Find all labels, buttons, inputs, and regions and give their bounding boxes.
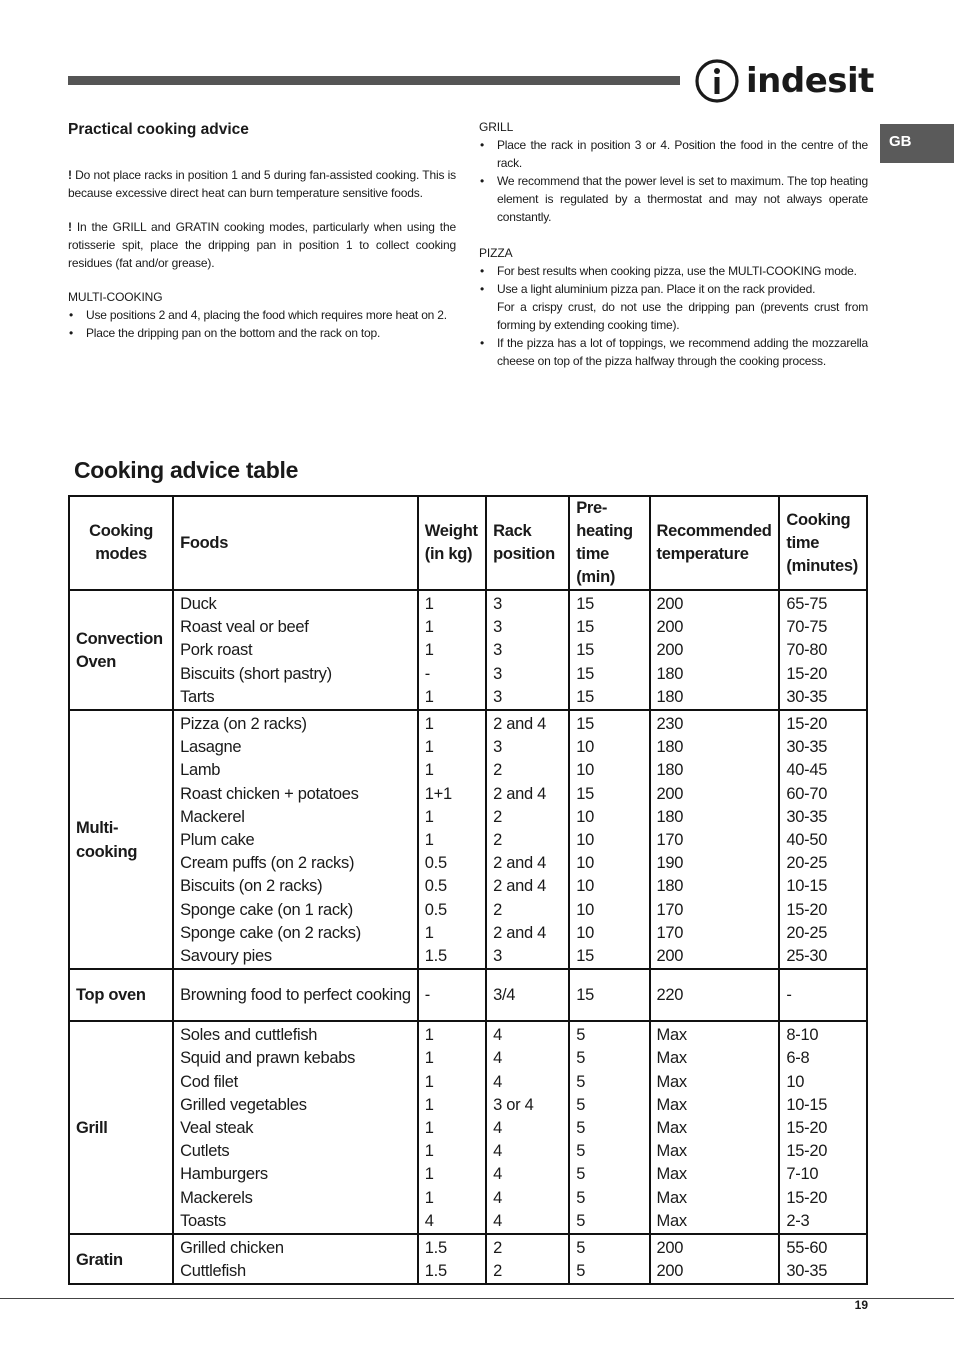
cell-line: 5 xyxy=(576,1026,586,1045)
cell-line: 70-80 xyxy=(786,641,828,660)
cell-line: Max xyxy=(656,1211,687,1230)
cell-line: 180 xyxy=(656,761,684,780)
language-tab: GB xyxy=(880,124,954,163)
cell-line: Squid and prawn kebabs xyxy=(180,1049,356,1068)
cooking-time-cell xyxy=(779,1234,867,1284)
right-column xyxy=(479,118,868,386)
rack-position-cell xyxy=(486,1021,569,1234)
cell-line: Pork roast xyxy=(180,641,253,660)
cooking-advice-table xyxy=(68,495,868,1285)
list-item: • Use positions 2 and 4, placing the food which requires more heat on 2. xyxy=(68,306,456,324)
cell-line: Sponge cake (on 1 rack) xyxy=(180,900,353,919)
cell-line: Grilled vegetables xyxy=(180,1095,307,1114)
cell-line: 200 xyxy=(656,947,684,966)
cell-line: 1 xyxy=(424,1095,434,1114)
cell-line: 15 xyxy=(576,687,594,706)
cell-line: 30-35 xyxy=(786,687,828,706)
cell-line: 70-75 xyxy=(786,618,828,637)
cell-line: Roast veal or beef xyxy=(180,618,309,637)
cell-line: 200 xyxy=(656,784,684,803)
warning-paragraph-2 xyxy=(68,218,456,272)
cell-line: 230 xyxy=(656,715,684,734)
list-item: • If the pizza has a lot of toppings, we recommend adding the mozzarella cheese on top of the pizza halfway through the cooking process. xyxy=(479,334,868,370)
cell-line: Roast chicken + potatoes xyxy=(180,784,359,803)
cell-line: Plum cake xyxy=(180,831,255,850)
temperature-cell xyxy=(650,710,780,969)
cell-line: 3 xyxy=(493,641,502,660)
preheating-time-cell xyxy=(569,710,649,969)
header-rack-position: Rack position xyxy=(486,496,569,590)
cell-line: 10 xyxy=(576,761,594,780)
table-row xyxy=(69,1234,867,1284)
cell-line: 2 xyxy=(493,761,502,780)
rack-position-cell xyxy=(486,1234,569,1284)
foods-cell xyxy=(173,969,418,1021)
cell-line: 200 xyxy=(656,595,684,613)
cell-line: 2 and 4 xyxy=(493,854,547,873)
cell-line: 15 xyxy=(576,664,594,683)
cell-line: 4 xyxy=(493,1211,502,1230)
cell-line: 170 xyxy=(656,923,684,942)
multi-cooking-title: MULTI-COOKING xyxy=(68,290,163,304)
cell-line: 15 xyxy=(576,947,594,966)
cell-line: 1 xyxy=(424,715,434,734)
list-item: • Place the dripping pan on the bottom and the rack on top. xyxy=(68,324,456,342)
cell-line: 220 xyxy=(656,985,684,1004)
table-row xyxy=(69,710,867,969)
cell-line: 7-10 xyxy=(786,1165,819,1184)
cell-line: 60-70 xyxy=(786,784,828,803)
left-column xyxy=(68,116,456,358)
list-item-text: Use a light aluminium pizza pan. Place it on the rack provided. xyxy=(497,282,816,296)
cell-line: 1 xyxy=(424,807,434,826)
preheating-time-cell xyxy=(569,1234,649,1284)
temperature-cell xyxy=(650,969,780,1021)
cell-line: 190 xyxy=(656,854,684,873)
cell-line: 15 xyxy=(576,715,594,734)
weight-cell xyxy=(418,710,486,969)
cell-line: 1 xyxy=(424,831,434,850)
cell-line: Mackerels xyxy=(180,1188,253,1207)
cell-line: 2 and 4 xyxy=(493,784,547,803)
cell-line: 15 xyxy=(576,784,594,803)
cell-line: 4 xyxy=(493,1072,502,1091)
cell-line: 10 xyxy=(576,923,594,942)
cell-line: 3 xyxy=(493,738,502,757)
cell-line: 1 xyxy=(424,618,434,637)
temperature-cell xyxy=(650,1021,780,1234)
cell-line: Max xyxy=(656,1188,687,1207)
weight-cell xyxy=(418,1234,486,1284)
indesit-logo xyxy=(694,56,874,106)
list-item xyxy=(479,280,868,334)
cell-line: Max xyxy=(656,1072,687,1091)
table-body xyxy=(69,590,867,1284)
foods-cell xyxy=(173,710,418,969)
cell-line: Max xyxy=(656,1095,687,1114)
weight-cell xyxy=(418,969,486,1021)
header-rule xyxy=(68,76,680,85)
warning-paragraph-1 xyxy=(68,166,456,202)
cell-line: 1 xyxy=(424,738,434,757)
cooking-time-cell xyxy=(779,969,867,1021)
cell-line: 180 xyxy=(656,664,684,683)
cell-line: 1 xyxy=(424,1049,434,1068)
cell-line: 5 xyxy=(576,1211,586,1230)
indesit-logo-mark-icon xyxy=(694,58,740,104)
cell-line: 1 xyxy=(424,1188,434,1207)
cell-line: 5 xyxy=(576,1049,586,1068)
foods-cell xyxy=(173,590,418,710)
cell-line: Duck xyxy=(180,595,217,613)
cell-line: 15-20 xyxy=(786,1142,828,1161)
cell-line: 4 xyxy=(493,1119,502,1138)
section-heading: Practical cooking advice xyxy=(68,121,249,138)
pizza-note: For a crispy crust, do not use the dripping pan (prevents crust from forming by extending cooking time). xyxy=(497,300,868,332)
rack-position-cell xyxy=(486,710,569,969)
rack-position-cell xyxy=(486,590,569,710)
cell-line: 3 xyxy=(493,618,502,637)
pizza-list xyxy=(479,262,868,370)
cell-line: 2 xyxy=(493,807,502,826)
cell-line: 180 xyxy=(656,687,684,706)
cell-line: 0.5 xyxy=(424,900,447,919)
cell-line: Max xyxy=(656,1142,687,1161)
cell-line: 10 xyxy=(576,738,594,757)
weight-cell xyxy=(418,590,486,710)
cell-line: 10 xyxy=(576,831,594,850)
warning-text: In the GRILL and GRATIN cooking modes, particularly when using the rotisserie spit, place the dripping pan in position 1 to collect cooking residues (fat and/or grease). xyxy=(68,220,457,270)
cell-line: 5 xyxy=(576,1072,586,1091)
cooking-time-cell xyxy=(779,1021,867,1234)
cell-line: 0.5 xyxy=(424,877,447,896)
cell-line: Cutlets xyxy=(180,1142,230,1161)
cell-line: 1+1 xyxy=(424,784,452,803)
cell-line: Sponge cake (on 2 racks) xyxy=(180,923,361,942)
temperature-cell xyxy=(650,1234,780,1284)
cell-line: 10-15 xyxy=(786,1095,828,1114)
table-title: Cooking advice table xyxy=(74,457,299,483)
cell-line: 15 xyxy=(576,985,594,1004)
cell-line: 1 xyxy=(424,1119,434,1138)
cell-line: 4 xyxy=(493,1165,502,1184)
cell-line: 15-20 xyxy=(786,715,828,734)
cell-line: Max xyxy=(656,1049,687,1068)
cell-line: 180 xyxy=(656,807,684,826)
cell-line: 3/4 xyxy=(493,985,516,1004)
cell-line: Hamburgers xyxy=(180,1165,268,1184)
cell-line: 1 xyxy=(424,641,434,660)
cell-line: 40-45 xyxy=(786,761,828,780)
pizza-title: PIZZA xyxy=(479,246,513,260)
cell-line: 5 xyxy=(576,1262,586,1281)
cell-line: Biscuits (on 2 racks) xyxy=(180,877,323,896)
cell-line: 5 xyxy=(576,1239,586,1258)
cell-line: 200 xyxy=(656,618,684,637)
header-recommended-temperature: Recommended temperature xyxy=(650,496,780,590)
cell-line: 170 xyxy=(656,831,684,850)
grill-list xyxy=(479,136,868,226)
cell-line: 8-10 xyxy=(786,1026,819,1045)
header-preheating-time: Pre-heating time (min) xyxy=(569,496,649,590)
cell-line: Cuttlefish xyxy=(180,1262,246,1281)
cell-line: 3 xyxy=(493,664,502,683)
cell-line: 15-20 xyxy=(786,1188,828,1207)
table-row xyxy=(69,590,867,710)
cell-line: 15-20 xyxy=(786,900,828,919)
cell-line: 2 and 4 xyxy=(493,923,547,942)
cell-line: 15 xyxy=(576,595,594,613)
cell-line: 6-8 xyxy=(786,1049,810,1068)
cell-line: 2 and 4 xyxy=(493,877,547,896)
cell-line: 4 xyxy=(493,1049,502,1068)
cell-line: Toasts xyxy=(180,1211,226,1230)
cell-line: 1 xyxy=(424,595,434,613)
cell-line: 4 xyxy=(493,1188,502,1207)
header-cooking-modes: Cooking modes xyxy=(69,496,173,590)
cell-line: Lasagne xyxy=(180,738,242,757)
cell-line: 1.5 xyxy=(424,1262,447,1281)
page-number: 19 xyxy=(854,1298,868,1312)
header-weight: Weight (in kg) xyxy=(418,496,486,590)
cell-line: Max xyxy=(656,1165,687,1184)
cell-line: 5 xyxy=(576,1119,586,1138)
cell-line: 30-35 xyxy=(786,807,828,826)
rack-position-cell xyxy=(486,969,569,1021)
cell-line: 2 xyxy=(493,831,502,850)
cell-line: 0.5 xyxy=(424,854,447,873)
cell-line: Mackerel xyxy=(180,807,245,826)
cell-line: Max xyxy=(656,1026,687,1045)
cell-line: 20-25 xyxy=(786,854,828,873)
list-item: • Place the rack in position 3 or 4. Position the food in the centre of the rack. xyxy=(479,136,868,172)
table-header-row xyxy=(69,496,867,590)
cell-line: 15 xyxy=(576,618,594,637)
preheating-time-cell xyxy=(569,1021,649,1234)
cell-line: 10 xyxy=(576,877,594,896)
cell-line: 15-20 xyxy=(786,664,828,683)
cell-line: Pizza (on 2 racks) xyxy=(180,715,307,734)
preheating-time-cell xyxy=(569,590,649,710)
cell-line: 1 xyxy=(424,1142,434,1161)
multi-cooking-list xyxy=(68,306,456,342)
cell-line: 3 or 4 xyxy=(493,1095,534,1114)
cell-line: 3 xyxy=(493,595,502,613)
cell-line: 10 xyxy=(786,1072,805,1091)
cell-line: 25-30 xyxy=(786,947,828,966)
cell-line: 15-20 xyxy=(786,1119,828,1138)
cell-line: 15 xyxy=(576,641,594,660)
cooking-mode-cell: Top oven xyxy=(69,969,173,1021)
cell-line: 5 xyxy=(576,1095,586,1114)
cooking-mode-cell: Gratin xyxy=(69,1234,173,1284)
table-row xyxy=(69,1021,867,1234)
cell-line: 200 xyxy=(656,1239,684,1258)
cell-line: 10-15 xyxy=(786,877,828,896)
cell-line: 20-25 xyxy=(786,923,828,942)
footer-rule xyxy=(0,1298,954,1299)
list-item: • For best results when cooking pizza, use the MULTI-COOKING mode. xyxy=(479,262,868,280)
cell-line: 2-3 xyxy=(786,1211,810,1230)
cooking-mode-cell: Grill xyxy=(69,1021,173,1234)
warning-text: Do not place racks in position 1 and 5 during fan-assisted cooking. This is because excessive direct heat can burn temperature sensitive foods. xyxy=(68,168,456,200)
cell-line: 2 and 4 xyxy=(493,715,547,734)
cell-line: Lamb xyxy=(180,761,221,780)
cell-line: 10 xyxy=(576,854,594,873)
cell-line: 1.5 xyxy=(424,947,447,966)
cell-line: 200 xyxy=(656,1262,684,1281)
weight-cell xyxy=(418,1021,486,1234)
cell-line: 5 xyxy=(576,1142,586,1161)
cell-line: 1 xyxy=(424,923,434,942)
cell-line: 180 xyxy=(656,877,684,896)
cell-line: 5 xyxy=(576,1188,586,1207)
list-item: • We recommend that the power level is set to maximum. The top heating element is regulated by a thermostat and may not always operate constantly. xyxy=(479,172,868,226)
foods-cell xyxy=(173,1021,418,1234)
cell-line: Veal steak xyxy=(180,1119,254,1138)
warning-mark: ! xyxy=(68,220,72,234)
cell-line: - xyxy=(786,985,792,1004)
cell-line: Tarts xyxy=(180,687,215,706)
cooking-mode-cell: Convection Oven xyxy=(69,590,173,710)
cell-line: 10 xyxy=(576,900,594,919)
cell-line: 1 xyxy=(424,1026,434,1045)
cell-line: 1 xyxy=(424,761,434,780)
cell-line: 2 xyxy=(493,1239,502,1258)
table-row xyxy=(69,969,867,1021)
cell-line: - xyxy=(424,985,430,1004)
cell-line: 1 xyxy=(424,1165,434,1184)
cell-line: Browning food to perfect cooking xyxy=(180,985,411,1004)
cell-line: 55-60 xyxy=(786,1239,828,1258)
cell-line: Biscuits (short pastry) xyxy=(180,664,332,683)
cell-line: Cream puffs (on 2 racks) xyxy=(180,854,355,873)
cell-line: 2 xyxy=(493,900,502,919)
cell-line: 2 xyxy=(493,1262,502,1281)
cell-line: Soles and cuttlefish xyxy=(180,1026,318,1045)
cell-line: 30-35 xyxy=(786,738,828,757)
cell-line: 65-75 xyxy=(786,595,828,613)
cell-line: 4 xyxy=(424,1211,434,1230)
cooking-mode-cell: Multi-cooking xyxy=(69,710,173,969)
cooking-time-cell xyxy=(779,590,867,710)
cell-line: 30-35 xyxy=(786,1262,828,1281)
cell-line: 170 xyxy=(656,900,684,919)
cell-line: 180 xyxy=(656,738,684,757)
cell-line: Grilled chicken xyxy=(180,1239,284,1258)
cell-line: 1.5 xyxy=(424,1239,447,1258)
cell-line: Savoury pies xyxy=(180,947,272,966)
cell-line: 10 xyxy=(576,807,594,826)
brand-wordmark: indesit xyxy=(746,61,874,101)
cell-line: Cod filet xyxy=(180,1072,238,1091)
cell-line: 4 xyxy=(493,1026,502,1045)
cell-line: 200 xyxy=(656,641,684,660)
temperature-cell xyxy=(650,590,780,710)
grill-title: GRILL xyxy=(479,120,514,134)
warning-mark: ! xyxy=(68,168,72,182)
cell-line: 1 xyxy=(424,687,434,706)
cell-line: - xyxy=(424,664,430,683)
cell-line: 3 xyxy=(493,947,502,966)
cell-line: Max xyxy=(656,1119,687,1138)
cell-line: 3 xyxy=(493,687,502,706)
cell-line: 40-50 xyxy=(786,831,828,850)
cooking-time-cell xyxy=(779,710,867,969)
foods-cell xyxy=(173,1234,418,1284)
preheating-time-cell xyxy=(569,969,649,1021)
header-foods: Foods xyxy=(173,496,418,590)
cell-line: 5 xyxy=(576,1165,586,1184)
cell-line: 4 xyxy=(493,1142,502,1161)
cell-line: 1 xyxy=(424,1072,434,1091)
header-cooking-time: Cooking time (minutes) xyxy=(779,496,867,590)
